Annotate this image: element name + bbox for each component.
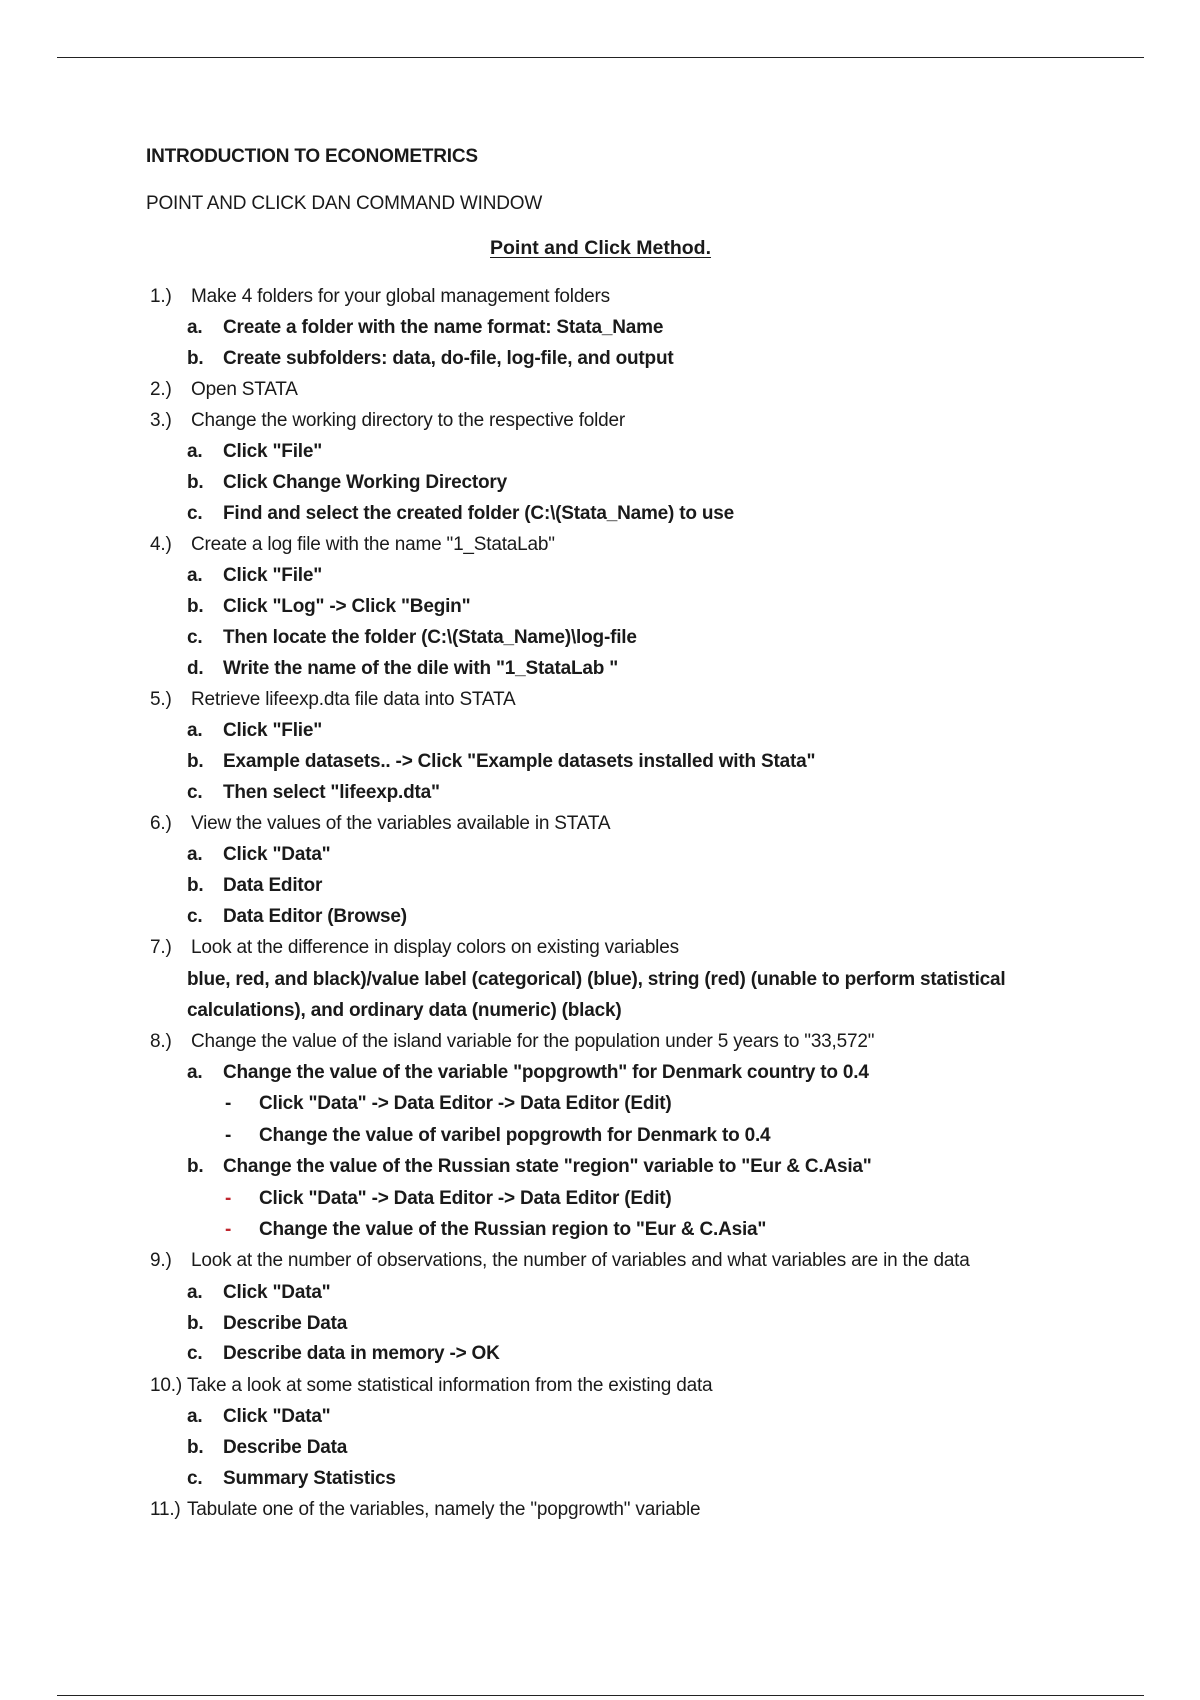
- list-item-text: Change the value of the Russian state "region" variable to "Eur & C.Asia": [223, 1156, 872, 1177]
- list-marker: b.: [187, 1437, 204, 1458]
- list-marker: 11.): [150, 1499, 181, 1520]
- section-heading: Point and Click Method.: [490, 237, 712, 259]
- list-marker: 8.): [150, 1031, 172, 1052]
- list-marker: 7.): [150, 937, 172, 958]
- list-marker: 2.): [150, 379, 172, 400]
- list-marker: 1.): [150, 286, 172, 307]
- list-marker: 4.): [150, 534, 172, 555]
- list-item-text: Take a look at some statistical information from the existing data: [187, 1375, 713, 1396]
- list-item-text: calculations), and ordinary data (numeric) (black): [187, 1000, 622, 1021]
- list-item-text: View the values of the variables available in STATA: [191, 813, 611, 834]
- list-marker: c.: [187, 503, 203, 524]
- list-marker: c.: [187, 627, 203, 648]
- list-marker: b.: [187, 596, 204, 617]
- list-item-text: Click "Data": [223, 1406, 331, 1427]
- list-marker: b.: [187, 1156, 204, 1177]
- list-marker: c.: [187, 906, 203, 927]
- list-item-text: Click "Flie": [223, 720, 323, 741]
- list-item-text: Describe Data: [223, 1437, 348, 1458]
- list-marker: 3.): [150, 410, 172, 431]
- list-item-text: Click "Data": [223, 844, 331, 865]
- list-item-text: Retrieve lifeexp.dta file data into STATA: [191, 689, 516, 710]
- list-marker: d.: [187, 658, 204, 679]
- list-item-text: Change the value of the island variable for the population under 5 years to "33,572": [191, 1031, 875, 1052]
- list-item-text: Create a folder with the name format: Stata_Name: [223, 317, 664, 338]
- list-item-text: Then locate the folder (C:\(Stata_Name)\log-file: [223, 627, 637, 648]
- list-item-text: Click Change Working Directory: [223, 472, 507, 493]
- list-item-text: Look at the difference in display colors on existing variables: [191, 937, 679, 958]
- list-item-text: Click "Data": [223, 1282, 331, 1303]
- list-item-text: Change the value of the Russian region to "Eur & C.Asia": [259, 1219, 767, 1240]
- list-item-text: Click "Log" -> Click "Begin": [223, 596, 471, 617]
- list-marker: -: [225, 1188, 232, 1209]
- list-item-text: Tabulate one of the variables, namely the "popgrowth" variable: [187, 1499, 701, 1520]
- list-marker: b.: [187, 472, 204, 493]
- list-marker: a.: [187, 1406, 203, 1427]
- list-marker: c.: [187, 1468, 203, 1489]
- list-item-text: Data Editor: [223, 875, 323, 896]
- list-marker: b.: [187, 751, 204, 772]
- list-marker: a.: [187, 1282, 203, 1303]
- list-item-text: Summary Statistics: [223, 1468, 396, 1489]
- list-marker: a.: [187, 565, 203, 586]
- list-item-text: Create subfolders: data, do-file, log-file, and output: [223, 348, 674, 369]
- list-marker: 9.): [150, 1250, 172, 1271]
- list-item-text: Describe Data: [223, 1313, 348, 1334]
- list-item-text: Change the value of the variable "popgrowth" for Denmark country to 0.4: [223, 1062, 869, 1083]
- list-marker: -: [225, 1125, 232, 1146]
- list-item-text: Example datasets.. -> Click "Example datasets installed with Stata": [223, 751, 816, 772]
- list-item-text: Click "Data" -> Data Editor -> Data Editor (Edit): [259, 1188, 672, 1209]
- list-item-text: Create a log file with the name "1_StataLab": [191, 534, 555, 555]
- list-item-text: Change the working directory to the respective folder: [191, 410, 626, 431]
- list-item-text: Find and select the created folder (C:\(Stata_Name) to use: [223, 503, 735, 524]
- list-item-text: Click "File": [223, 565, 323, 586]
- bottom-rule: [57, 1695, 1144, 1696]
- document-subtitle: POINT AND CLICK DAN COMMAND WINDOW: [146, 193, 543, 214]
- list-marker: -: [225, 1219, 232, 1240]
- document-title: INTRODUCTION TO ECONOMETRICS: [146, 146, 478, 167]
- list-marker: a.: [187, 441, 203, 462]
- list-item-text: Click "File": [223, 441, 323, 462]
- list-marker: a.: [187, 317, 203, 338]
- list-item-text: Describe data in memory -> OK: [223, 1343, 500, 1364]
- list-item-text: Data Editor (Browse): [223, 906, 407, 927]
- list-item-text: Look at the number of observations, the number of variables and what variables are in the data: [191, 1250, 970, 1271]
- list-marker: a.: [187, 844, 203, 865]
- list-marker: 6.): [150, 813, 172, 834]
- list-marker: a.: [187, 1062, 203, 1083]
- top-rule: [57, 57, 1144, 58]
- list-item-text: Click "Data" -> Data Editor -> Data Editor (Edit): [259, 1093, 672, 1114]
- list-item-text: Then select "lifeexp.dta": [223, 782, 440, 803]
- list-marker: 10.): [150, 1375, 182, 1396]
- list-marker: -: [225, 1093, 232, 1114]
- list-marker: 5.): [150, 689, 172, 710]
- list-item-text: Open STATA: [191, 379, 298, 400]
- list-item-text: Write the name of the dile with "1_StataLab ": [223, 658, 619, 679]
- list-marker: c.: [187, 1343, 203, 1364]
- list-item-text: blue, red, and black)/value label (categorical) (blue), string (red) (unable to perform statistical: [187, 969, 1006, 990]
- list-marker: b.: [187, 348, 204, 369]
- list-item-text: Make 4 folders for your global management folders: [191, 286, 610, 307]
- list-marker: c.: [187, 782, 203, 803]
- list-marker: a.: [187, 720, 203, 741]
- list-marker: b.: [187, 875, 204, 896]
- list-marker: b.: [187, 1313, 204, 1334]
- list-item-text: Change the value of varibel popgrowth for Denmark to 0.4: [259, 1125, 771, 1146]
